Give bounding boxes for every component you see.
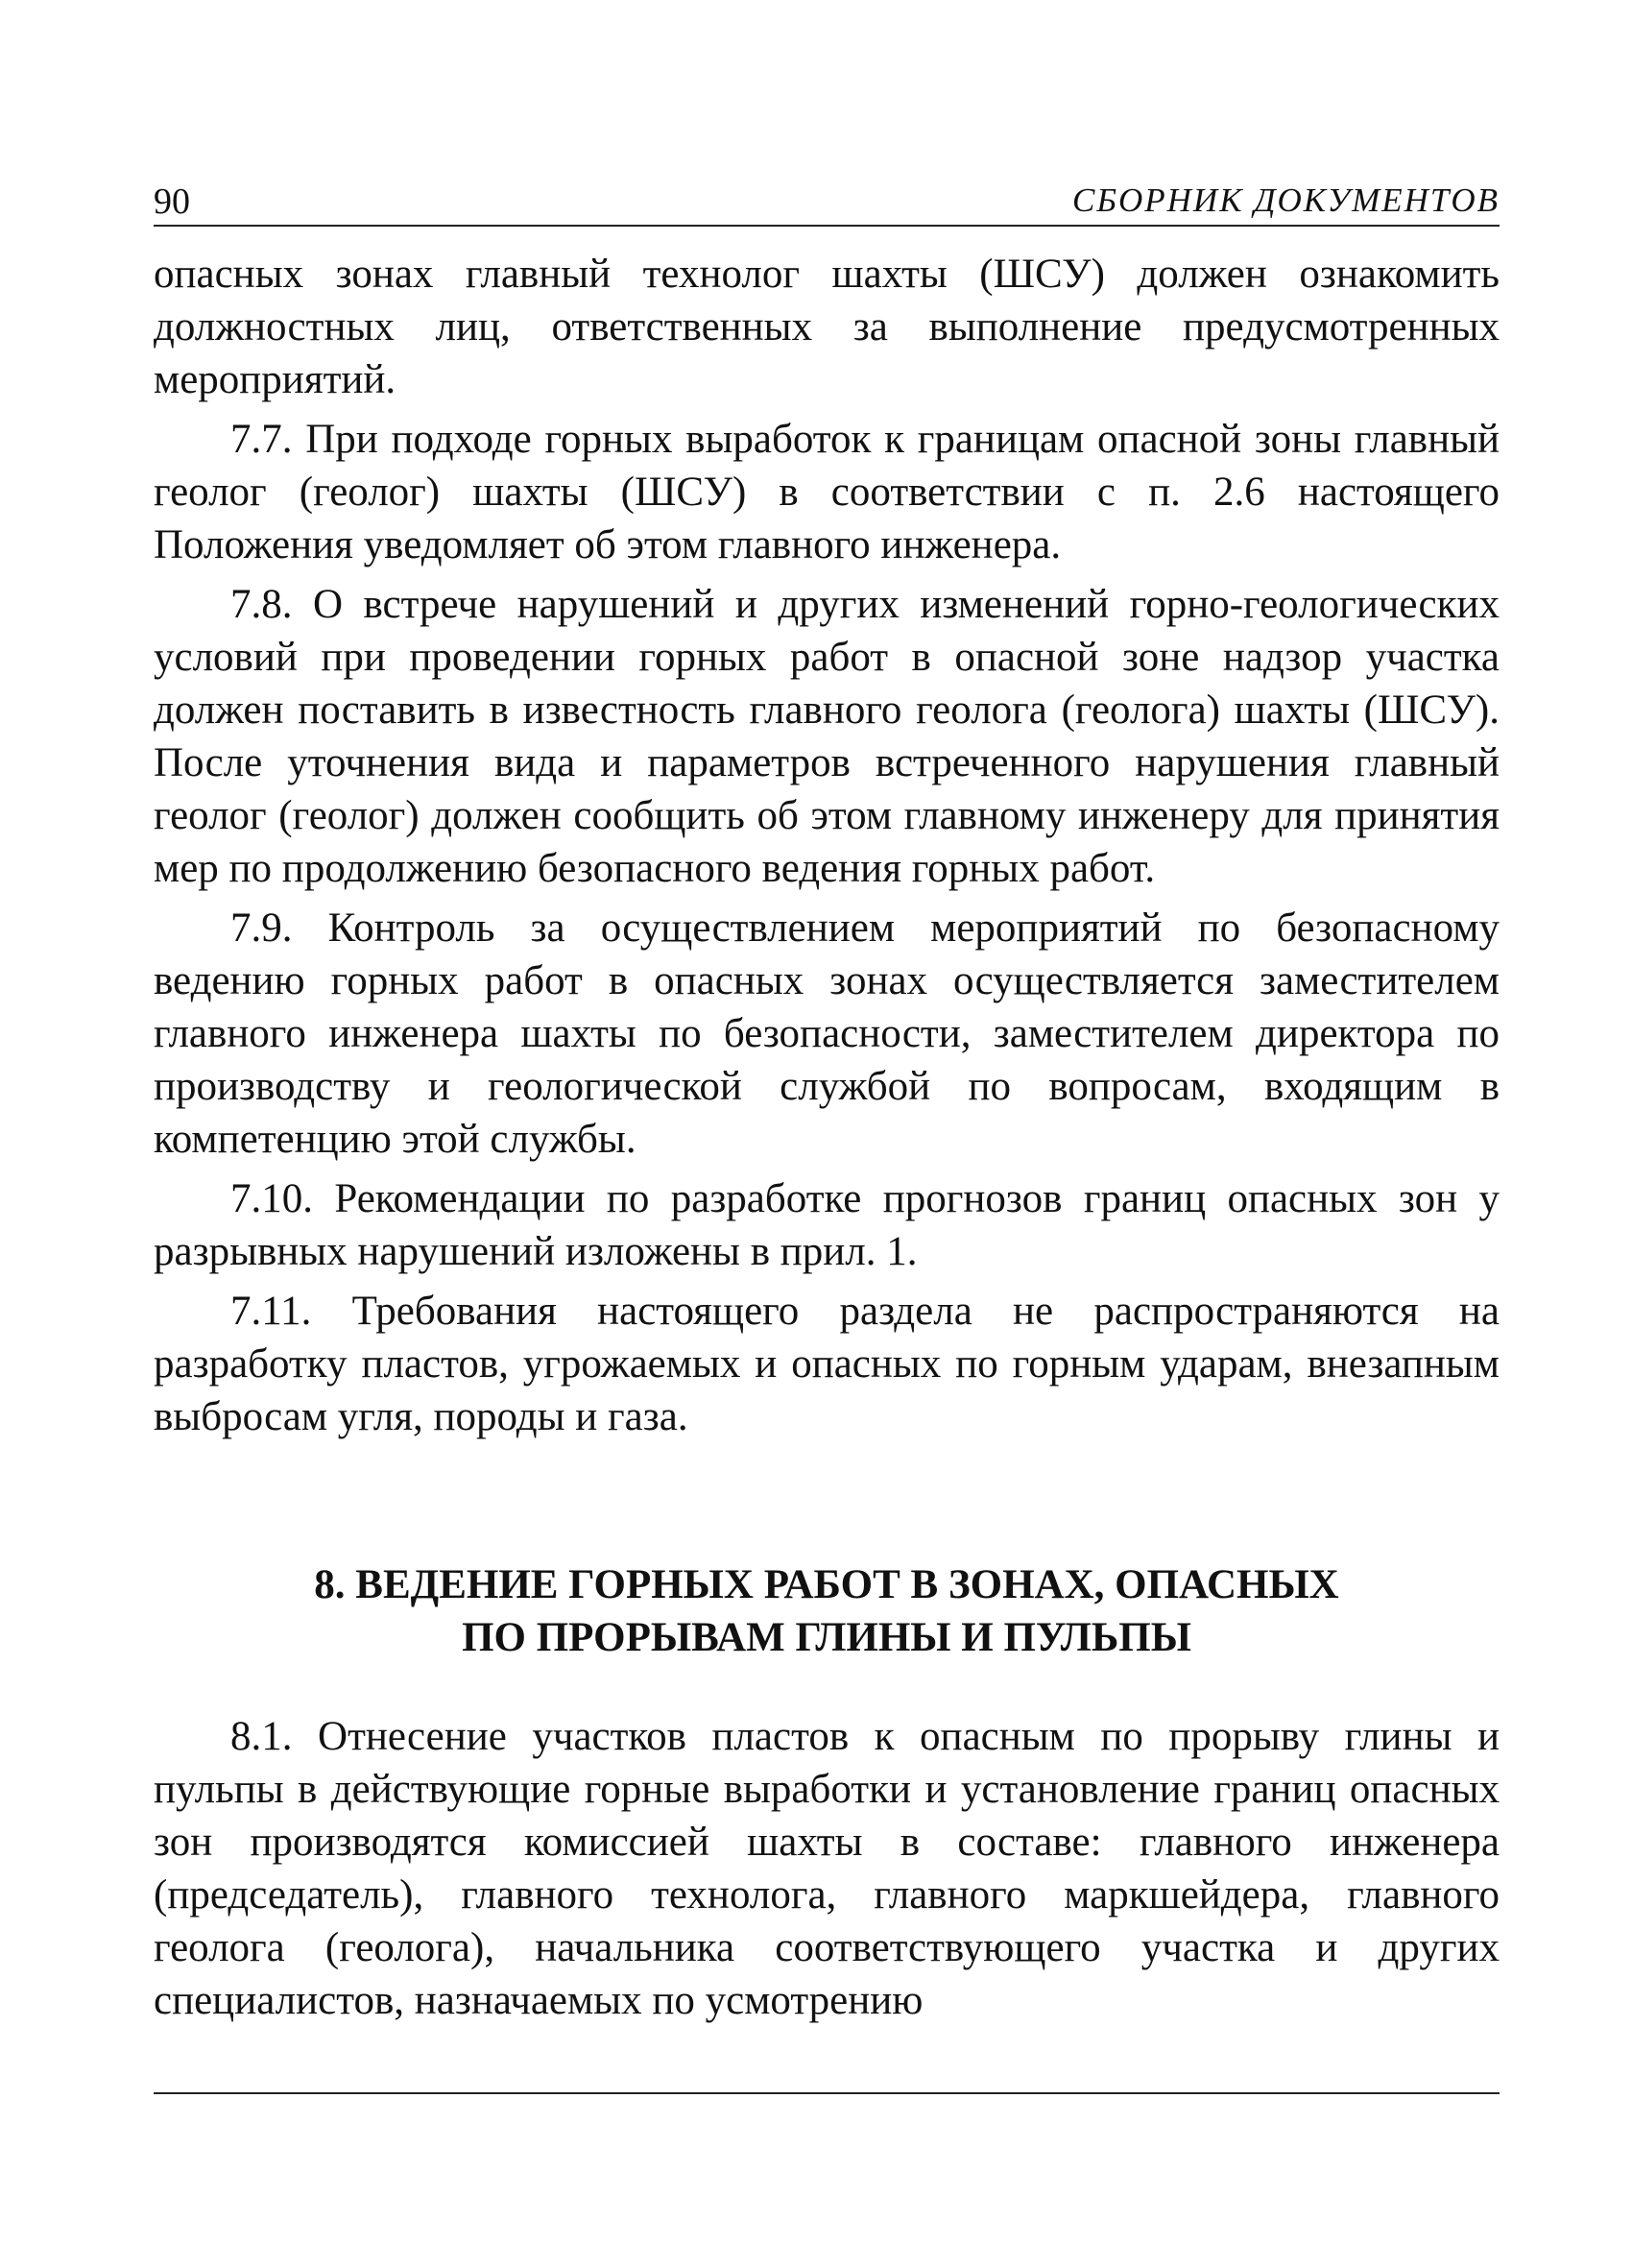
footer-rule: [154, 2092, 1500, 2094]
paragraph-7-11: 7.11. Требования настоящего раздела не распространяются на разработку пластов, угрожаемых и опасных по горным ударам, внезапным выбросам угля, породы и газа.: [154, 1289, 1500, 1439]
section-heading-line-2: ПО ПРОРЫВАМ ГЛИНЫ И ПУЛЬПЫ: [462, 1615, 1191, 1660]
section-heading-line-1: 8. ВЕДЕНИЕ ГОРНЫХ РАБОТ В ЗОНАХ, ОПАСНЫХ: [314, 1562, 1339, 1607]
body-text: [154, 248, 1500, 2034]
page-number: 90: [154, 181, 190, 222]
paragraph-7-8: 7.8. О встрече нарушений и других изменений горно-геологических условий при проведении горных работ в опасной зоне надзор участка должен поставить в известность главного геолога (геолога) шахты (ШСУ). После уточнения вида и параметров встреченного нарушения главный геолог (геолог) должен сообщить об этом главному инженеру для принятия мер по продолжению безопасного ведения горных работ.: [154, 582, 1500, 891]
page-header: [154, 171, 1500, 227]
paragraph-7-10: 7.10. Рекомендации по разработке прогнозов границ опасных зон у разрывных нарушений изложены в прил. 1.: [154, 1176, 1500, 1274]
paragraph-8-1: 8.1. Отнесение участков пластов к опасным по прорыву глины и пульпы в действующие горные выработки и установление границ опасных зон производятся комиссией шахты в составе: главного инженера (председатель), главного технолога, главного маркшейдера, главного геолога (геолога), начальника соответствующего участка и других специалистов, назначаемых по усмотрению: [154, 1714, 1500, 2023]
section-heading: [154, 1558, 1500, 1664]
paragraph-7-9: 7.9. Контроль за осуществлением мероприятий по безопасному ведению горных работ в опасных зонах осуществляется заместителем главного инженера шахты по безопасности, заместителем директора по производству и геологической службой по вопросам, входящим в компетенцию этой службы.: [154, 905, 1500, 1162]
paragraph-7-7: 7.7. При подходе горных выработок к границам опасной зоны главный геолог (геолог) шахты (ШСУ) в соответствии с п. 2.6 настоящего Положения уведомляет об этом главного инженера.: [154, 417, 1500, 567]
running-title: СБОРНИК ДОКУМЕНТОВ: [1072, 181, 1500, 219]
paragraph-continued: опасных зонах главный технолог шахты (ШСУ) должен ознакомить должностных лиц, ответственных за выполнение предусмотренных мероприятий.: [154, 252, 1500, 402]
